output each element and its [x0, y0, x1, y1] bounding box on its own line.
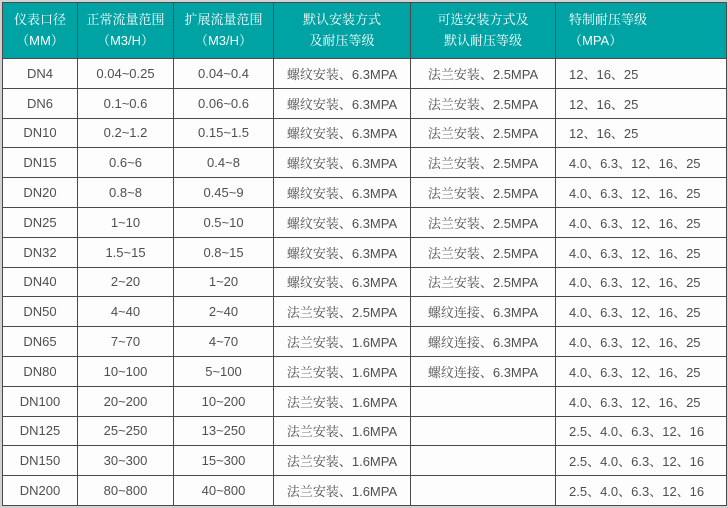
table-cell: DN32	[3, 237, 78, 267]
table-cell: DN25	[3, 207, 78, 237]
table-cell: DN150	[3, 446, 78, 476]
table-cell: 4.0、6.3、12、16、25	[556, 178, 727, 208]
table-cell: 螺纹安装、6.3MPA	[274, 237, 411, 267]
table-cell: 2.5、4.0、6.3、12、16	[556, 416, 727, 446]
table-cell: 4.0、6.3、12、16、25	[556, 207, 727, 237]
table-cell: 12、16、25	[556, 118, 727, 148]
column-header	[174, 3, 274, 59]
column-header-line1: 扩展流量范围	[184, 12, 263, 28]
table-row	[3, 237, 727, 267]
table-cell: 法兰安装、2.5MPA	[411, 148, 556, 178]
table-cell: 螺纹连接、6.3MPA	[411, 356, 556, 386]
table-cell: 法兰安装、2.5MPA	[411, 118, 556, 148]
table-cell: 螺纹安装、6.3MPA	[274, 148, 411, 178]
column-header-line2: （MPA）	[569, 32, 623, 48]
table-cell: DN6	[3, 88, 78, 118]
column-header-line1: 默认安装方式	[302, 12, 381, 28]
table-cell: 0.2~1.2	[78, 118, 174, 148]
column-header	[411, 3, 556, 59]
column-header-line1: 仪表口径	[13, 12, 66, 28]
table-cell: 0.15~1.5	[174, 118, 274, 148]
table-cell: 10~200	[174, 386, 274, 416]
table-cell: 4.0、6.3、12、16、25	[556, 356, 727, 386]
table-cell: 螺纹连接、6.3MPA	[411, 297, 556, 327]
table-cell: 螺纹安装、6.3MPA	[274, 118, 411, 148]
table-cell: 20~200	[78, 386, 174, 416]
table-cell: 螺纹安装、6.3MPA	[274, 178, 411, 208]
table-row	[3, 327, 727, 357]
table-cell: 螺纹安装、6.3MPA	[274, 267, 411, 297]
flowmeter-spec-table	[2, 2, 727, 506]
column-header-line2: （MM）	[16, 32, 64, 48]
table-cell: 法兰安装、2.5MPA	[411, 178, 556, 208]
column-header-line1: 特制耐压等级	[569, 12, 648, 28]
table-cell: 4~40	[78, 297, 174, 327]
table-cell: 法兰安装、1.6MPA	[274, 327, 411, 357]
table-cell: 0.04~0.4	[174, 59, 274, 89]
table-row	[3, 267, 727, 297]
table-cell: 0.45~9	[174, 178, 274, 208]
table-cell: 螺纹连接、6.3MPA	[411, 327, 556, 357]
table-cell: 法兰安装、2.5MPA	[411, 237, 556, 267]
column-header-line2: 默认耐压等级	[443, 32, 522, 48]
table-cell	[411, 416, 556, 446]
table-cell: 25~250	[78, 416, 174, 446]
table-cell: 15~300	[174, 446, 274, 476]
table-cell: 法兰安装、1.6MPA	[274, 386, 411, 416]
table-row	[3, 118, 727, 148]
table-cell: DN10	[3, 118, 78, 148]
table-cell: DN65	[3, 327, 78, 357]
table-cell: 法兰安装、2.5MPA	[411, 59, 556, 89]
table-cell: 2~20	[78, 267, 174, 297]
table-cell: 0.6~6	[78, 148, 174, 178]
table-cell: 法兰安装、2.5MPA	[411, 88, 556, 118]
column-header-line1: 正常流量范围	[86, 12, 165, 28]
table-cell: 法兰安装、1.6MPA	[274, 356, 411, 386]
table-cell: DN125	[3, 416, 78, 446]
column-header	[3, 3, 78, 59]
table-cell: 40~800	[174, 476, 274, 506]
spec-table-body	[3, 59, 727, 506]
table-cell: 13~250	[174, 416, 274, 446]
table-cell: 1.5~15	[78, 237, 174, 267]
table-cell: 2.5、4.0、6.3、12、16	[556, 446, 727, 476]
table-cell: 0.8~15	[174, 237, 274, 267]
table-cell: DN40	[3, 267, 78, 297]
table-cell: 0.5~10	[174, 207, 274, 237]
table-cell	[411, 386, 556, 416]
table-cell: 法兰安装、1.6MPA	[274, 476, 411, 506]
table-cell: 2~40	[174, 297, 274, 327]
table-cell: 5~100	[174, 356, 274, 386]
table-cell: 0.4~8	[174, 148, 274, 178]
table-cell: 4.0、6.3、12、16、25	[556, 148, 727, 178]
column-header-line2: 及耐压等级	[309, 32, 375, 48]
table-cell: DN4	[3, 59, 78, 89]
table-cell: DN200	[3, 476, 78, 506]
table-cell: 螺纹安装、6.3MPA	[274, 59, 411, 89]
column-header-line2: （M3/H）	[96, 32, 155, 48]
table-cell: 螺纹安装、6.3MPA	[274, 88, 411, 118]
table-cell: 0.06~0.6	[174, 88, 274, 118]
column-header	[78, 3, 174, 59]
column-header	[274, 3, 411, 59]
table-cell: DN100	[3, 386, 78, 416]
table-row	[3, 148, 727, 178]
table-cell: DN15	[3, 148, 78, 178]
table-cell: DN80	[3, 356, 78, 386]
table-cell: 80~800	[78, 476, 174, 506]
table-row	[3, 297, 727, 327]
table-cell: 螺纹安装、6.3MPA	[274, 207, 411, 237]
table-cell: 30~300	[78, 446, 174, 476]
table-cell: 0.1~0.6	[78, 88, 174, 118]
table-cell: 法兰安装、2.5MPA	[411, 207, 556, 237]
table-cell: 4.0、6.3、12、16、25	[556, 386, 727, 416]
table-row	[3, 416, 727, 446]
table-cell	[411, 446, 556, 476]
table-cell: 4.0、6.3、12、16、25	[556, 327, 727, 357]
table-cell: 4.0、6.3、12、16、25	[556, 237, 727, 267]
table-cell: 4~70	[174, 327, 274, 357]
table-cell	[411, 476, 556, 506]
table-cell: 10~100	[78, 356, 174, 386]
table-cell: 7~70	[78, 327, 174, 357]
table-cell: 12、16、25	[556, 88, 727, 118]
spec-table-header	[3, 3, 727, 59]
table-cell: 0.8~8	[78, 178, 174, 208]
table-row	[3, 356, 727, 386]
column-header	[556, 3, 727, 59]
table-cell: 法兰安装、2.5MPA	[411, 267, 556, 297]
table-row	[3, 446, 727, 476]
table-cell: DN50	[3, 297, 78, 327]
table-cell: 4.0、6.3、12、16、25	[556, 297, 727, 327]
table-row	[3, 88, 727, 118]
table-cell: 法兰安装、1.6MPA	[274, 416, 411, 446]
header-row	[3, 3, 727, 59]
table-cell: 法兰安装、1.6MPA	[274, 446, 411, 476]
table-cell: DN20	[3, 178, 78, 208]
table-row	[3, 476, 727, 506]
table-row	[3, 386, 727, 416]
table-cell: 1~20	[174, 267, 274, 297]
table-cell: 1~10	[78, 207, 174, 237]
table-cell: 0.04~0.25	[78, 59, 174, 89]
table-cell: 12、16、25	[556, 59, 727, 89]
table-cell: 4.0、6.3、12、16、25	[556, 267, 727, 297]
table-cell: 2.5、4.0、6.3、12、16	[556, 476, 727, 506]
column-header-line1: 可选安装方式及	[437, 12, 529, 28]
table-row	[3, 178, 727, 208]
table-row	[3, 59, 727, 89]
table-row	[3, 207, 727, 237]
column-header-line2: （M3/H）	[194, 32, 253, 48]
table-cell: 法兰安装、2.5MPA	[274, 297, 411, 327]
